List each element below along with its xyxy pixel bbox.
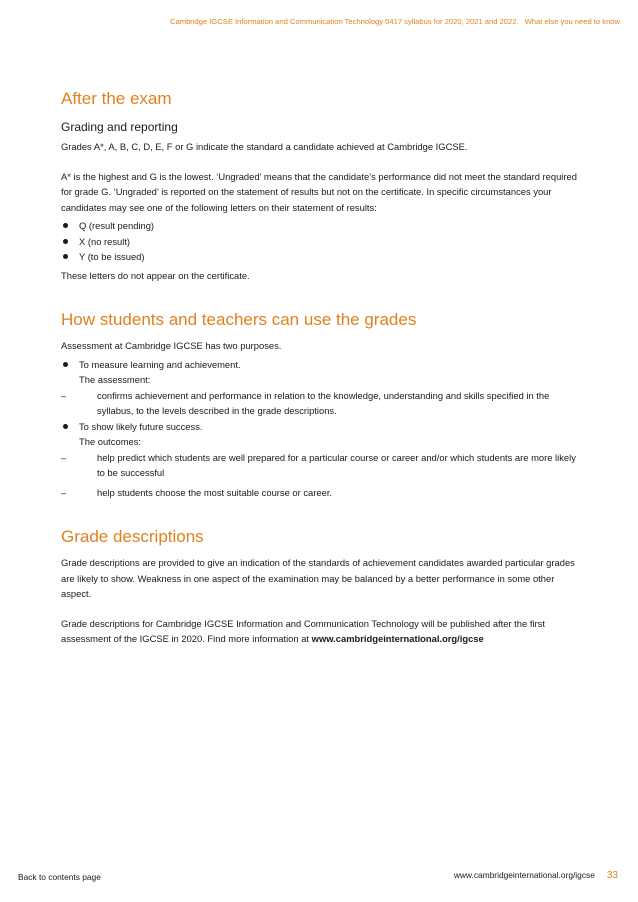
list-item: – help students choose the most suitable course or career. [61, 485, 581, 501]
purposes-list-continued [61, 419, 581, 435]
paragraph-grade-descriptions: Grade descriptions are provided to give an indication of the standards of achievement candidates awarded particular grades are likely to show. Weakness in one aspect of the examination may be balanced by a better performance in some other aspect. [61, 557, 575, 599]
heading-after-exam: After the exam [61, 89, 172, 108]
header-section-title: What else you need to know [524, 17, 620, 26]
paragraph-ungraded: A* is the highest and G is the lowest. ‘Ungraded’ means that the candidate’s performance did not meet the standard required for grade G. ‘Ungraded’ is reported on the statement of results but not on the certificate. In specific circumstances your candidates may see one of the following letters on their statement of results: [61, 170, 577, 213]
page-content [61, 88, 581, 647]
paragraph-publication: Grade descriptions for Cambridge IGCSE Information and Communication Technology will be published after the first assessment of the IGCSE in 2020. Find more information at www.cambridgeinternational.org/igcse [61, 617, 545, 644]
list-item: – confirms achievement and performance in relation to the knowledge, understanding and skills specified in the syllabus, to the levels described in the grade descriptions. [61, 389, 550, 416]
bullet-icon [63, 223, 68, 228]
bullet-icon [63, 254, 68, 259]
outcomes-label: The outcomes: [79, 436, 142, 447]
paragraph-two-purposes: Assessment at Cambridge IGCSE has two purposes. [61, 340, 282, 351]
back-to-contents-link[interactable]: Back to contents page [18, 872, 101, 882]
bullet-icon [63, 239, 68, 244]
subheading-grading-reporting: Grading and reporting [61, 120, 178, 134]
outcomes-points [61, 450, 581, 501]
bullet-icon [63, 362, 68, 367]
page-number: 33 [606, 870, 618, 881]
list-item: – help predict which students are well prepared for a particular course or career and/or which students are more likely to be successful [61, 451, 576, 478]
running-header [170, 17, 620, 26]
bullet-icon [63, 424, 68, 429]
footer [454, 870, 618, 881]
purposes-list [61, 357, 581, 373]
list-item: Q (result pending) [61, 218, 581, 234]
list-item: To show likely future success. [61, 419, 581, 435]
igcse-link[interactable]: www.cambridgeinternational.org/igcse [311, 633, 484, 644]
list-item: X (no result) [61, 234, 581, 250]
paragraph-letters-note: These letters do not appear on the certificate. [61, 269, 250, 281]
footer-url-link[interactable]: www.cambridgeinternational.org/igcse [453, 870, 595, 880]
result-letters-list [61, 218, 581, 265]
dash-icon: – [61, 486, 67, 498]
heading-use-grades: How students and teachers can use the grades [61, 310, 417, 329]
dash-icon: – [61, 451, 67, 463]
assessment-points [61, 388, 581, 419]
assessment-label: The assessment: [79, 374, 151, 385]
header-syllabus-title: Cambridge IGCSE Information and Communication Technology 0417 syllabus for 2020, 2021 and 2022. [170, 17, 519, 26]
heading-grade-descriptions: Grade descriptions [61, 527, 204, 546]
dash-icon: – [61, 389, 67, 401]
list-item: Y (to be issued) [61, 249, 581, 265]
paragraph-grades: Grades A*, A, B, C, D, E, F or G indicate the standard a candidate achieved at Cambridge IGCSE. [61, 141, 468, 152]
list-item: To measure learning and achievement. [61, 357, 581, 373]
